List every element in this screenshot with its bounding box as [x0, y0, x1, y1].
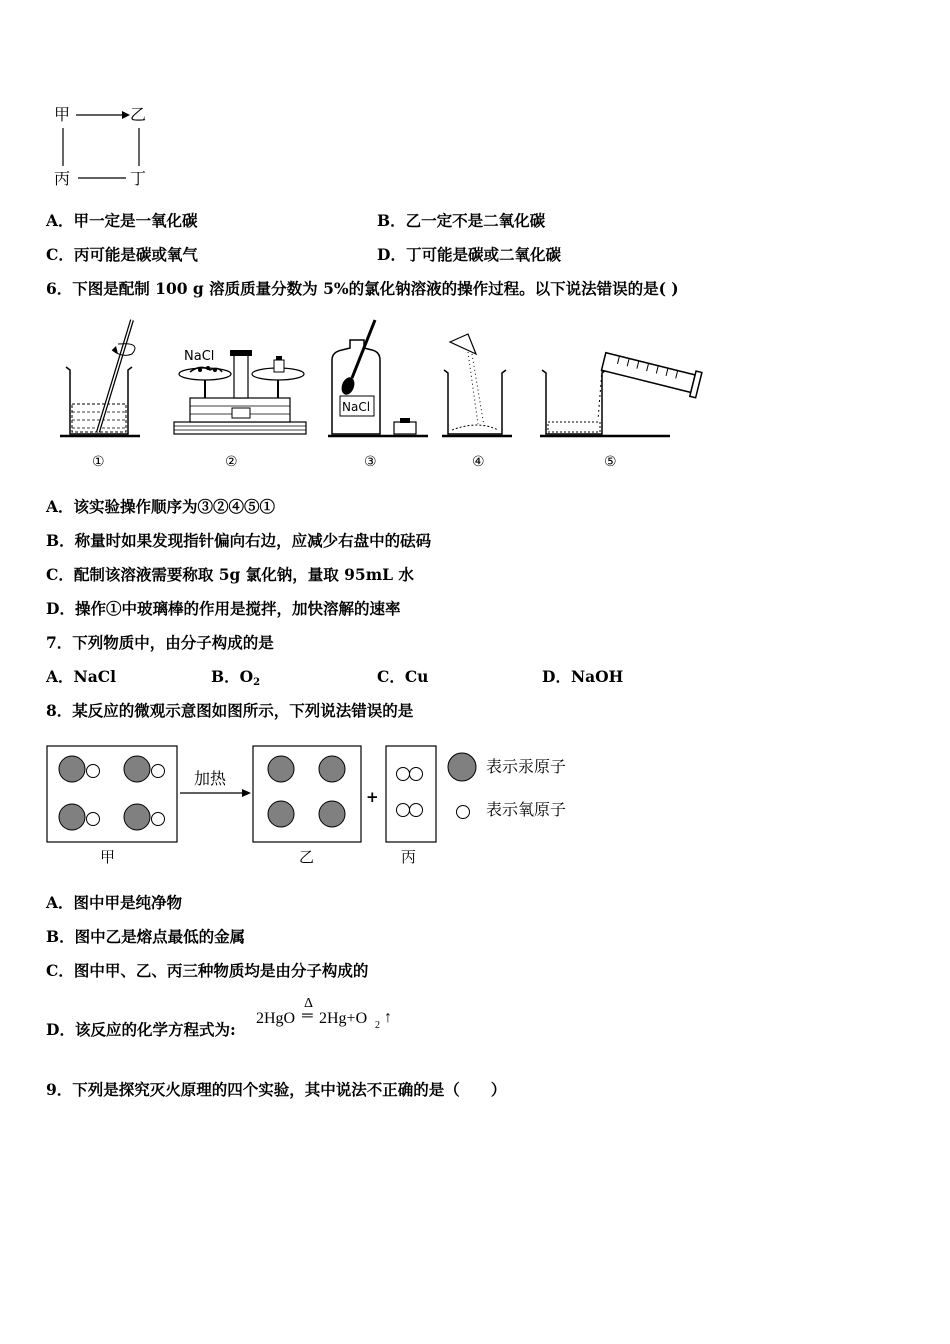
- equation-condition: Δ: [304, 996, 314, 1011]
- figure-label-2: ②: [225, 454, 238, 470]
- reaction-arrowhead-icon: [242, 789, 251, 797]
- q7-option-b: [211, 667, 260, 693]
- q8-equation: [256, 996, 416, 1036]
- cycle-diagram: [50, 100, 160, 190]
- q5-option-b: B．乙一定不是二氧化碳: [377, 211, 546, 230]
- figure-label-4: ④: [472, 454, 485, 470]
- q8-option-a: A．图中甲是纯净物: [46, 893, 183, 912]
- q6-stem: 6．下图是配制 100 g 溶质质量分数为 5%的氯化钠溶液的操作过程。以下说法错误的是( ): [46, 279, 679, 298]
- equation-right: 2Hg+O: [319, 1010, 368, 1027]
- q6-figure: [50, 312, 710, 472]
- legend-o-icon: [457, 806, 470, 819]
- q8-option-c: C．图中甲、乙、丙三种物质均是由分子构成的: [46, 961, 369, 980]
- equation-equals: ═: [302, 1008, 313, 1024]
- q7-option-b-text: B．O: [211, 667, 254, 686]
- q6-option-d: D．操作①中玻璃棒的作用是搅拌，加快溶解的速率: [46, 599, 401, 618]
- cycle-node-ding: 丁: [130, 169, 147, 188]
- figure-label-1: ①: [92, 454, 105, 470]
- arrow-label-heat: 加热: [194, 769, 227, 788]
- beaker-stirring-icon: [60, 320, 140, 436]
- box-label-jia: 甲: [100, 848, 116, 866]
- box-bing: [386, 746, 436, 842]
- box-label-bing: 丙: [401, 848, 417, 866]
- balance-scale-icon: [174, 349, 306, 434]
- q8-option-d: D．该反应的化学方程式为:: [46, 1020, 236, 1039]
- box-yi: [253, 746, 361, 842]
- legend-hg-label: 表示汞原子: [486, 757, 567, 776]
- nacl-label-bottle: NaCl: [342, 400, 371, 414]
- q7-option-c: C．Cu: [377, 667, 429, 686]
- q8-stem: 8．某反应的微观示意图如图所示，下列说法错误的是: [46, 701, 414, 720]
- q7-option-d: D．NaOH: [542, 667, 624, 686]
- figure-label-5: ⑤: [604, 454, 617, 470]
- q8-option-b: B．图中乙是熔点最低的金属: [46, 927, 246, 946]
- legend-hg-icon: [448, 753, 476, 781]
- figure-label-3: ③: [364, 454, 377, 470]
- arrowhead-icon: [122, 111, 130, 119]
- pouring-solid-icon: [442, 334, 512, 436]
- q5-option-c: C．丙可能是碳或氧气: [46, 245, 198, 264]
- q6-option-a: A．该实验操作顺序为③②④⑤①: [46, 497, 276, 516]
- equation-left: 2HgO: [256, 1010, 296, 1027]
- q5-option-a: A．甲一定是一氧化碳: [46, 211, 198, 230]
- equation-sub: 2: [375, 1020, 380, 1031]
- pouring-cylinder-icon: [540, 349, 702, 436]
- equation-arrow: ↑: [384, 1009, 392, 1026]
- q9-stem: 9．下列是探究灭火原理的四个实验，其中说法不正确的是（ ）: [46, 1080, 507, 1099]
- q7-option-a: A．NaCl: [46, 667, 116, 686]
- cycle-node-bing: 丙: [54, 169, 71, 188]
- cycle-node-jia: 甲: [54, 105, 71, 124]
- q6-option-b: B．称量时如果发现指针偏向右边，应减少右盘中的砝码: [46, 531, 432, 550]
- nacl-label-balance: NaCl: [184, 349, 215, 364]
- box-label-yi: 乙: [299, 848, 315, 866]
- q7-stem: 7．下列物质中，由分子构成的是: [46, 633, 274, 652]
- q6-option-c: C．配制该溶液需要称取 5g 氯化钠，量取 95mL 水: [46, 565, 414, 584]
- reagent-bottle-icon: [328, 320, 428, 436]
- q7-option-b-sub: 2: [253, 677, 261, 688]
- q5-option-d: D．丁可能是碳或二氧化碳: [377, 245, 561, 264]
- q8-reaction-figure: [44, 740, 604, 870]
- legend-o-label: 表示氧原子: [486, 800, 567, 819]
- plus-sign: +: [366, 788, 379, 806]
- cycle-node-yi: 乙: [130, 105, 147, 124]
